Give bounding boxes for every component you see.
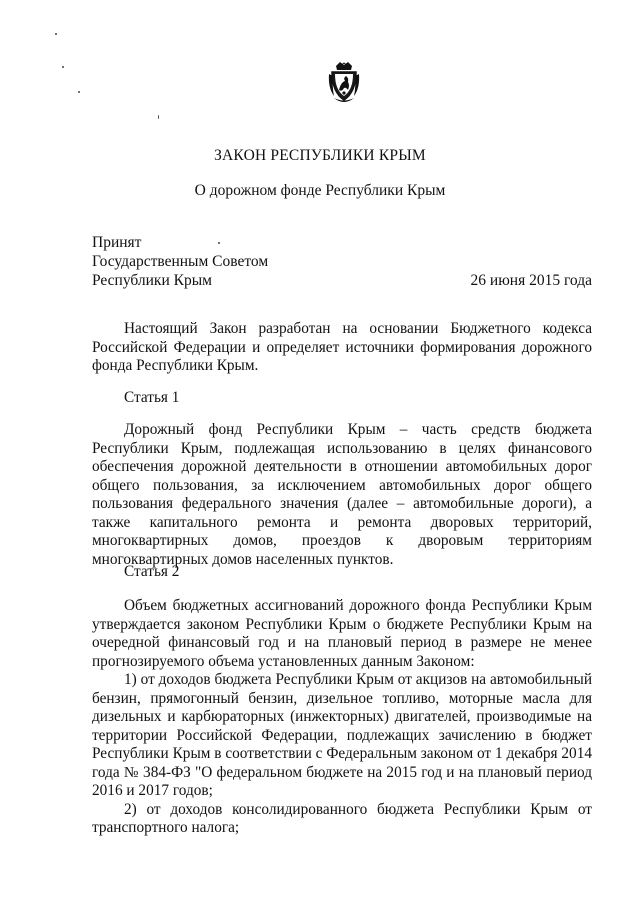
article-2-paragraph: Объем бюджетных ассигнований дорожного фонда Республики Крым утверждается законом Республики Крым о бюджете Республики Крым на очередной финансовый год и на плановый период в размере не менее прогнозируемого объема установленных данным Законом:	[92, 597, 592, 670]
law-subtitle: О дорожном фонде Республики Крым	[194, 182, 446, 199]
law-title: ЗАКОН РЕСПУБЛИКИ КРЫМ	[214, 147, 426, 164]
adopted-line-3: Республики Крым	[92, 272, 212, 289]
adopted-line-1: Принят	[92, 234, 142, 251]
article-2-heading: Статья 2	[124, 563, 180, 580]
article-2-section	[92, 597, 592, 838]
intro-section	[92, 320, 592, 376]
crimea-coat-of-arms-icon	[328, 60, 360, 106]
article-1-paragraph: Дорожный фонд Республики Крым – часть средств бюджета Республики Крым, подлежащая использованию в целях финансового обеспечения дорожной деятельности в отношении автомобильных дорог общего пользования, за исключением автомобильных дорог общего пользования федерального значения (далее – автомобильные дороги), а также капитального ремонта и ремонта дворовых территорий, многоквартирных домов, проездов к дворовым территориям многоквартирных домов населенных пунктов.	[92, 421, 592, 568]
adopted-line-2: Государственным Советом	[92, 253, 269, 270]
article-1-section	[92, 421, 592, 569]
article-2-item-1: 1) от доходов бюджета Республики Крым от акцизов на автомобильный бензин, прямогонный бензин, дизельное топливо, моторные масла для дизельных и карбюраторных (инжекторных) двигателей, производимые на территории Российской Федерации, подлежащих зачислению в бюджет Республики Крым в соответствии с Федеральным законом от 1 декабря 2014 года № 384-ФЗ "О федеральном бюджете на 2015 год и на плановый период 2016 и 2017 годов;	[92, 671, 592, 799]
article-1-heading: Статья 1	[124, 389, 180, 406]
article-2-heading-block	[92, 563, 592, 582]
intro-paragraph: Настоящий Закон разработан на основании Бюджетного кодекса Российской Федерации и определяет источники формирования дорожного фонда Республики Крым.	[92, 320, 592, 374]
adoption-date: 26 июня 2015 года	[470, 272, 592, 289]
article-2-item-2: 2) от доходов консолидированного бюджета Республики Крым от транспортного налога;	[92, 800, 592, 836]
article-1-heading-block	[92, 389, 592, 408]
adoption-block	[92, 233, 268, 290]
